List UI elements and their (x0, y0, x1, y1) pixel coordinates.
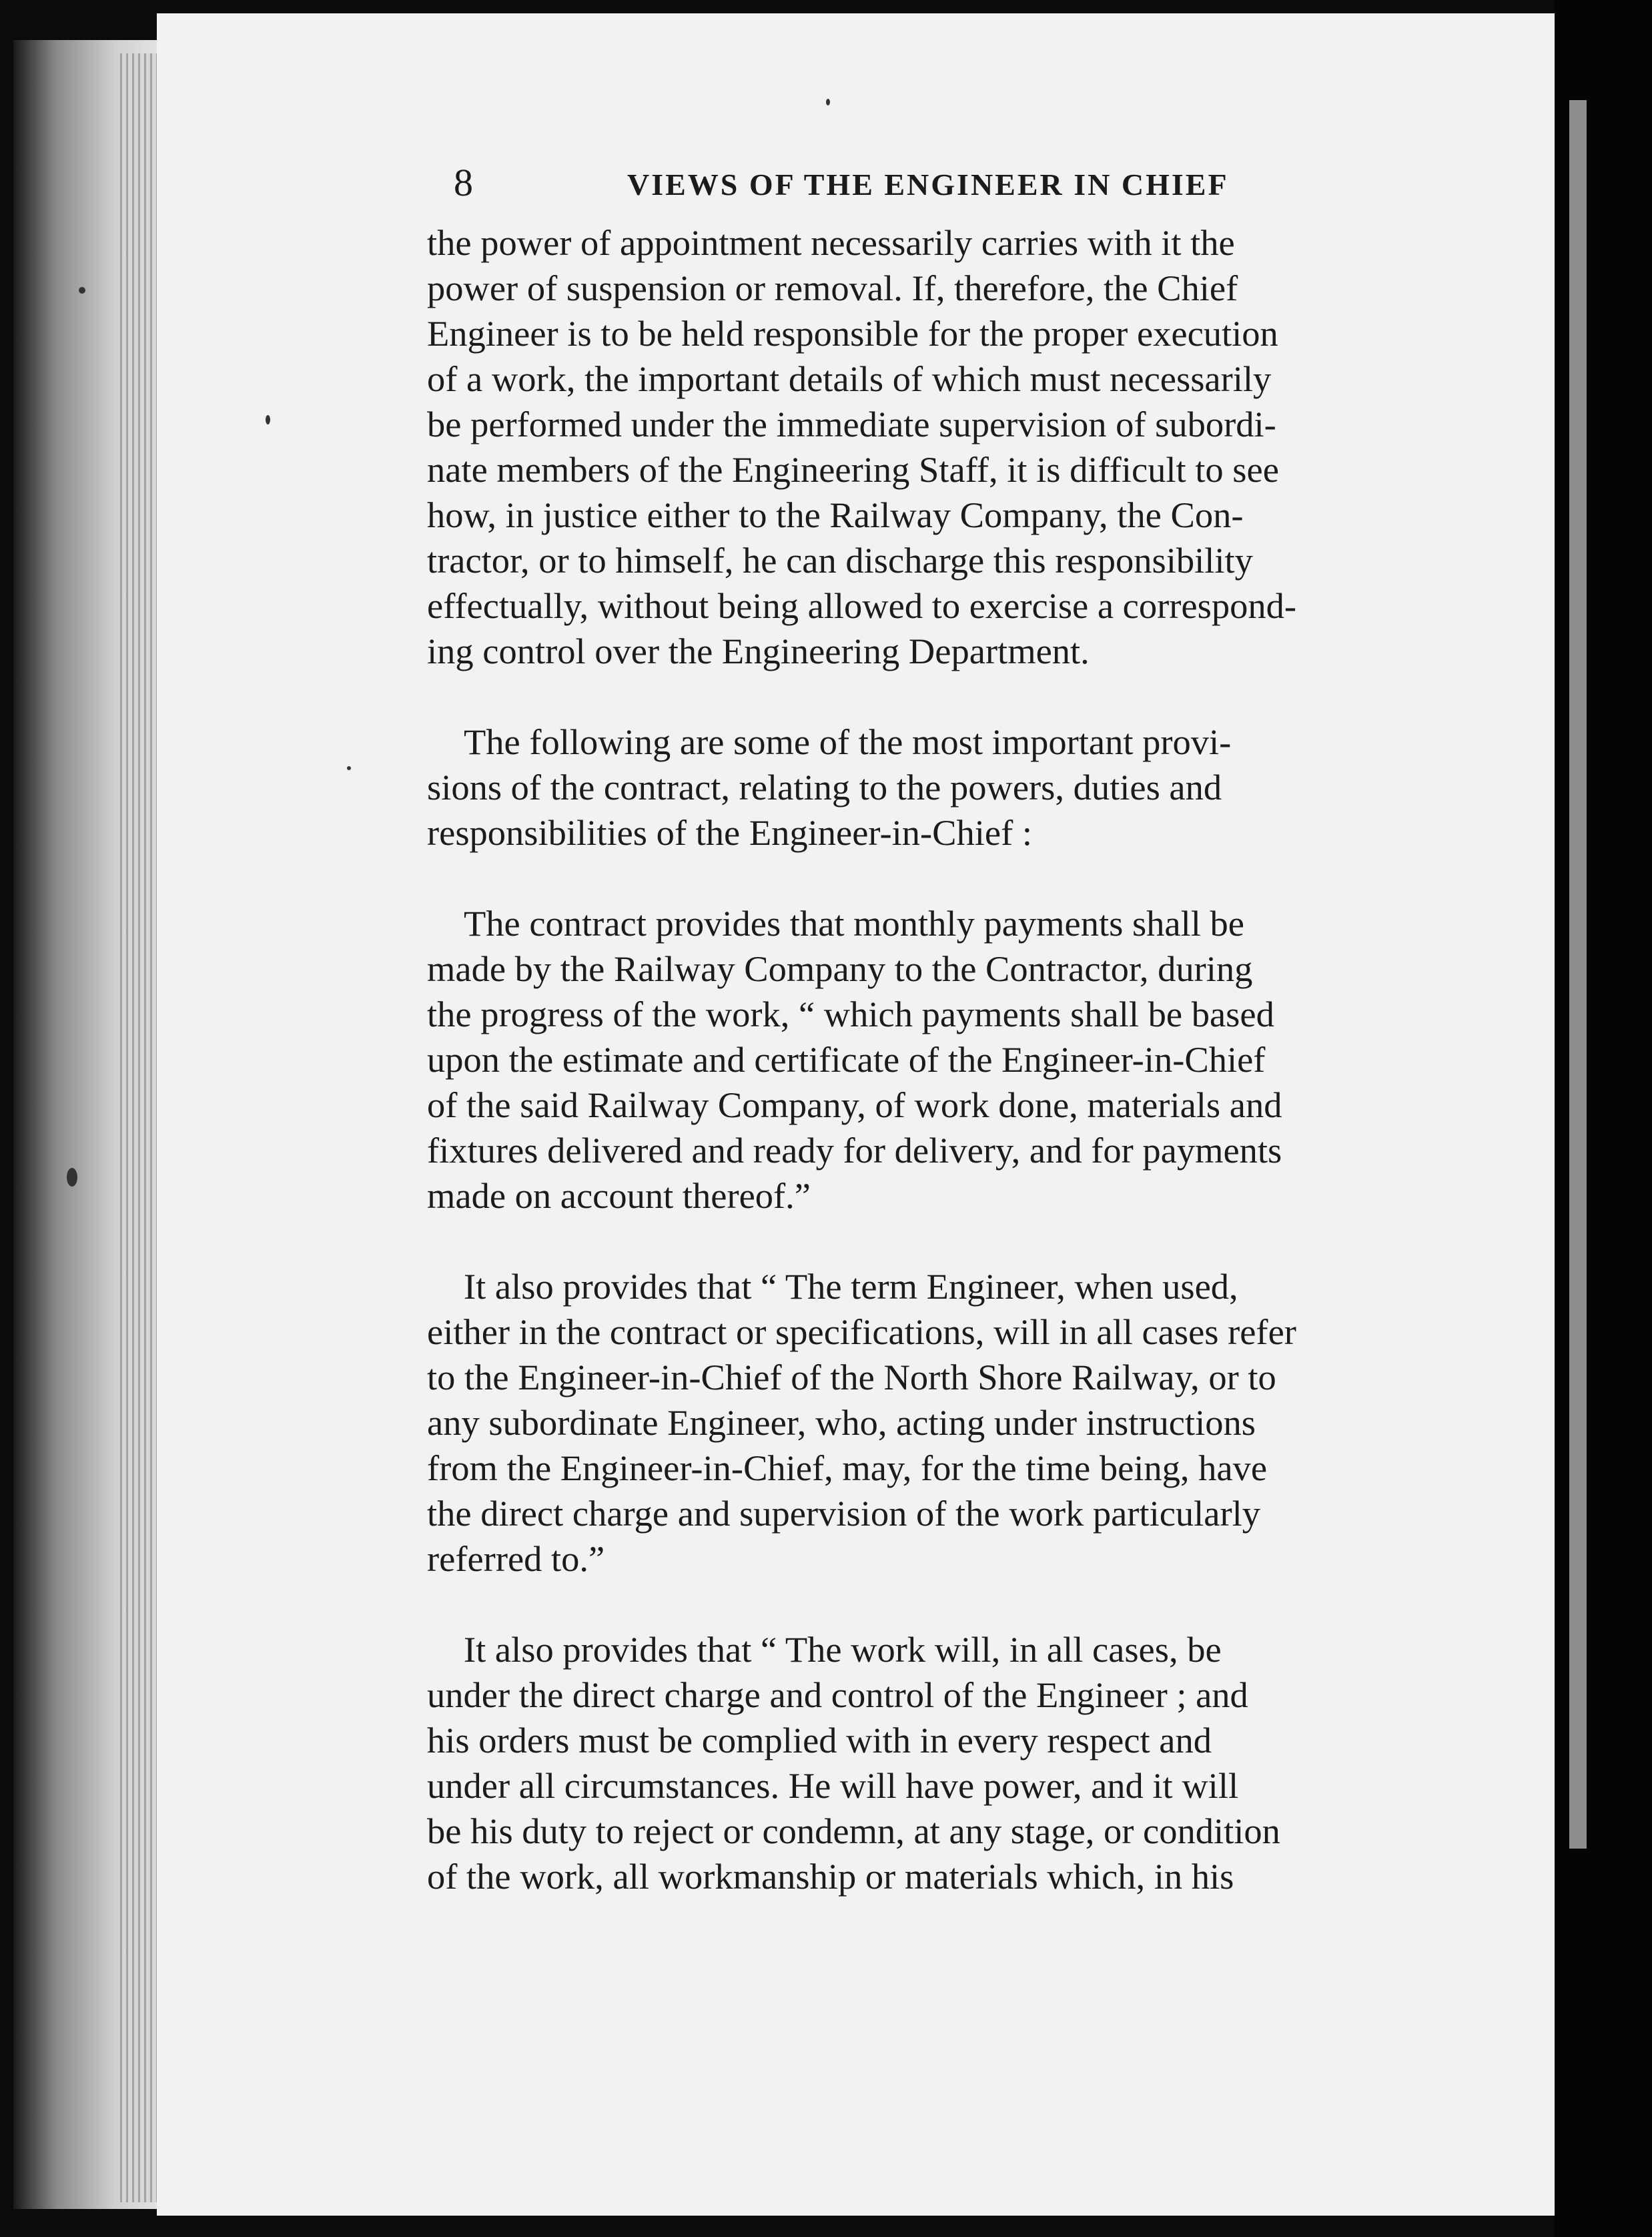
text-line: nate members of the Engineering Staff, it is difficult to see (427, 449, 1279, 490)
text-line: to the Engineer-in-Chief of the North Shore Railway, or to (427, 1357, 1276, 1397)
page-number: 8 (454, 161, 473, 204)
text-line: under all circumstances. He will have power, and it will (427, 1765, 1239, 1806)
text-line: the power of appointment necessarily carries with it the (427, 222, 1235, 263)
text-line: power of suspension or removal. If, therefore, the Chief (427, 268, 1238, 308)
text-line: of the said Railway Company, of work done, materials and (427, 1084, 1282, 1125)
text-line: be his duty to reject or condemn, at any stage, or condition (427, 1811, 1280, 1851)
text-line: upon the estimate and certificate of the Engineer-in-Chief (427, 1039, 1266, 1080)
text-line: The following are some of the most important provi- (464, 721, 1232, 762)
text-line: referred to.” (427, 1538, 605, 1579)
paragraph (427, 901, 1414, 1219)
text-line: of a work, the important details of which must necessarily (427, 358, 1272, 399)
text-line: made on account thereof.” (427, 1175, 811, 1216)
scan-speck (79, 287, 85, 294)
text-line: either in the contract or specifications, will in all cases refer (427, 1311, 1296, 1352)
text-line: made by the Railway Company to the Contractor, during (427, 948, 1253, 989)
scan-speck (347, 766, 351, 770)
paragraph (427, 220, 1414, 674)
running-head-title: VIEWS OF THE ENGINEER IN CHIEF (627, 168, 1229, 202)
paragraph (427, 1264, 1414, 1582)
text-line: the direct charge and supervision of the work particularly (427, 1493, 1261, 1534)
text-line: The contract provides that monthly payments shall be (464, 903, 1244, 944)
scan-speck (266, 415, 270, 424)
text-line: from the Engineer-in-Chief, may, for the time being, have (427, 1448, 1268, 1488)
paragraph (427, 719, 1414, 856)
text-line: under the direct charge and control of the Engineer ; and (427, 1674, 1248, 1715)
scan-speck (826, 99, 830, 105)
text-line: of the work, all workmanship or materials which, in his (427, 1856, 1234, 1897)
text-line: his orders must be complied with in every respect and (427, 1720, 1212, 1761)
text-line: how, in justice either to the Railway Company, the Con- (427, 495, 1244, 535)
text-line: Engineer is to be held responsible for the proper execution (427, 313, 1278, 354)
text-line: ing control over the Engineering Department. (427, 631, 1090, 671)
text-line: fixtures delivered and ready for delivery, and for payments (427, 1130, 1282, 1171)
right-edge-strip (1569, 100, 1587, 1849)
text-line: sions of the contract, relating to the powers, duties and (427, 767, 1222, 808)
text-line: the progress of the work, “ which payments shall be based (427, 994, 1274, 1034)
page-text (427, 160, 1414, 1945)
text-line: tractor, or to himself, he can discharge this responsibility (427, 540, 1253, 581)
text-line: any subordinate Engineer, who, acting under instructions (427, 1402, 1256, 1443)
scan-speck (67, 1168, 77, 1187)
text-line: be performed under the immediate supervision of subordi- (427, 404, 1276, 444)
text-line: responsibilities of the Engineer-in-Chief : (427, 812, 1033, 853)
paragraph (427, 1627, 1414, 1899)
text-line: It also provides that “ The work will, in all cases, be (464, 1629, 1222, 1670)
text-line: effectually, without being allowed to exercise a correspond- (427, 585, 1296, 626)
running-head (427, 160, 1414, 220)
text-line: It also provides that “ The term Engineer, when used, (464, 1266, 1238, 1307)
